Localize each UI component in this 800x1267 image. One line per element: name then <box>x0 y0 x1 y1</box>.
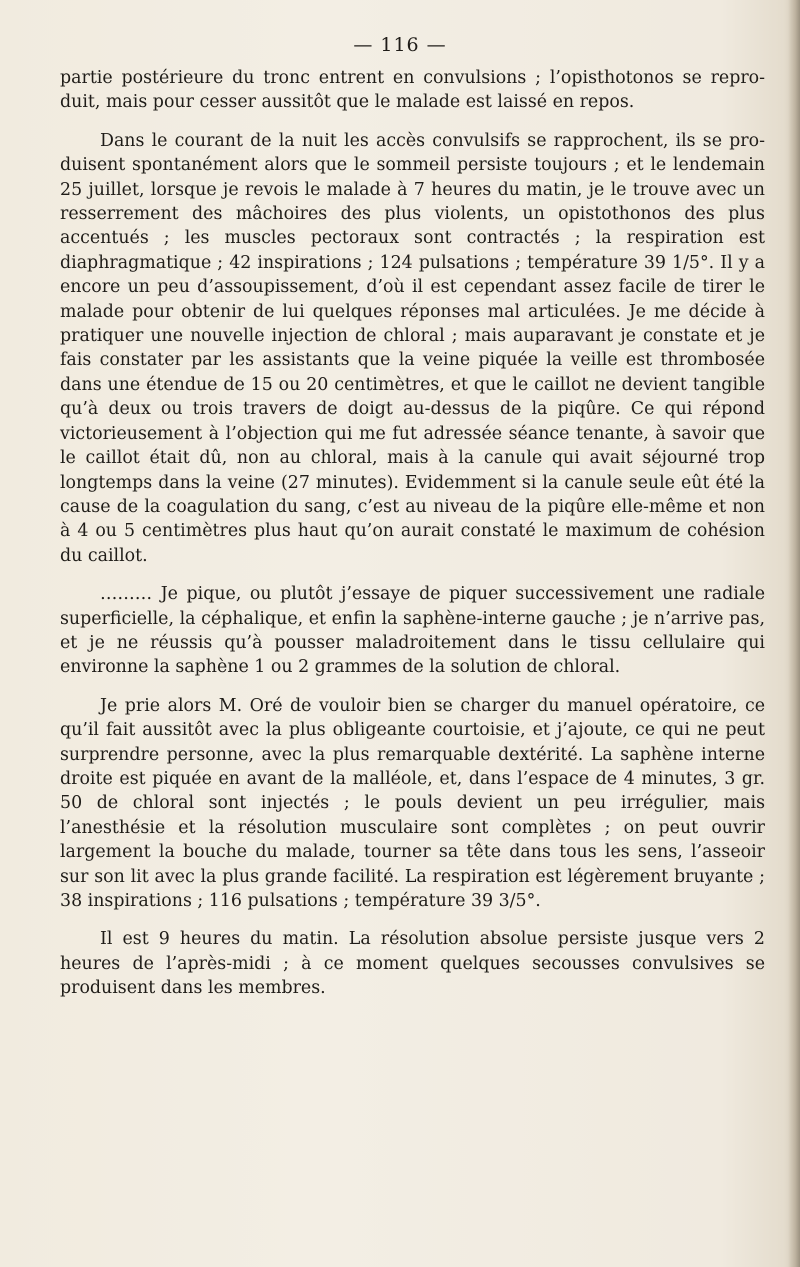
page-edge-shadow <box>788 0 800 1267</box>
paragraph-1: partie postérieure du tronc entrent en convulsions ; l’opisthotonos se reproduit, mais pour cesser aussitôt que le malade est laissé en repos. <box>60 68 765 113</box>
paragraph-2: Dans le courant de la nuit les accès convulsifs se rapprochent, ils se produisent spontanément alors que le sommeil persiste toujours ; et le lendemain 25 juillet, lorsque je revois le malade à 7 heures du matin, je le trouve avec un resserrement des mâchoires des plus violents, un opistothonos des plus accentués ; les muscles pectoraux sont contractés ; la respiration est diaphragmatique ; 42 inspirations ; 124 pulsations ; température 39 1/5°. Il y a encore un peu d’assoupissement, d’où il est cependant assez facile de tirer le malade pour obtenir de lui quelques réponses mal articulées. Je me décide à pratiquer une nouvelle injection de chloral ; mais auparavant je constate et je fais constater par les assistants que la veine piquée la veille est thrombosée dans une étendue de 15 ou 20 centimètres, et que le caillot ne devient tangible qu’à deux ou trois travers de doigt au-dessus de la piqûre. Ce qui répond victorieusement à l’objection qui me fut adressée séance tenante, à savoir que le caillot était dû, non au chloral, mais à la canule qui avait séjourné trop longtemps dans la veine (27 minutes). Evidemment si la canule seule eût été la cause de la coagulation du sang, c’est au niveau de la piqûre elle-même et non à 4 ou 5 centimètres plus haut qu’on aurait constaté le maximum de cohésion du caillot. <box>60 130 765 566</box>
paragraph-4: Je prie alors M. Oré de vouloir bien se charger du manuel opératoire, ce qu’il fait aussitôt avec la plus obligeante courtoisie, et j’ajoute, ce qui ne peut surprendre personne, avec la plus remarquable dextérité. La saphène interne droite est piquée en avant de la malléole, et, dans l’espace de 4 minutes, 3 gr. 50 de chloral sont injectés ; le pouls devient un peu irrégulier, mais l’anesthésie et la résolution musculaire sont complètes ; on peut ouvrir largement la bouche du malade, tourner sa tête dans tous les sens, l’asseoir sur son lit avec la plus grande facilité. La respiration est légèrement bruyante ; 38 inspirations ; 116 pulsations ; température 39 3/5°. <box>60 695 765 911</box>
paragraph-3: ……… Je pique, ou plutôt j’essaye de piquer successivement une radiale superficielle, la céphalique, et enfin la saphène-interne gauche ; je n’arrive pas, et je ne réussis qu’à pousser maladroitement dans le tissu cellulaire qui environne la saphène 1 ou 2 grammes de la solution de chloral. <box>60 584 765 678</box>
page-number: — 116 — <box>353 34 447 56</box>
paragraph-5: Il est 9 heures du matin. La résolution absolue persiste jusque vers 2 heures de l’après-midi ; à ce moment quelques secousses convulsives se produisent dans les membres. <box>60 929 765 999</box>
body-text <box>60 66 765 1001</box>
